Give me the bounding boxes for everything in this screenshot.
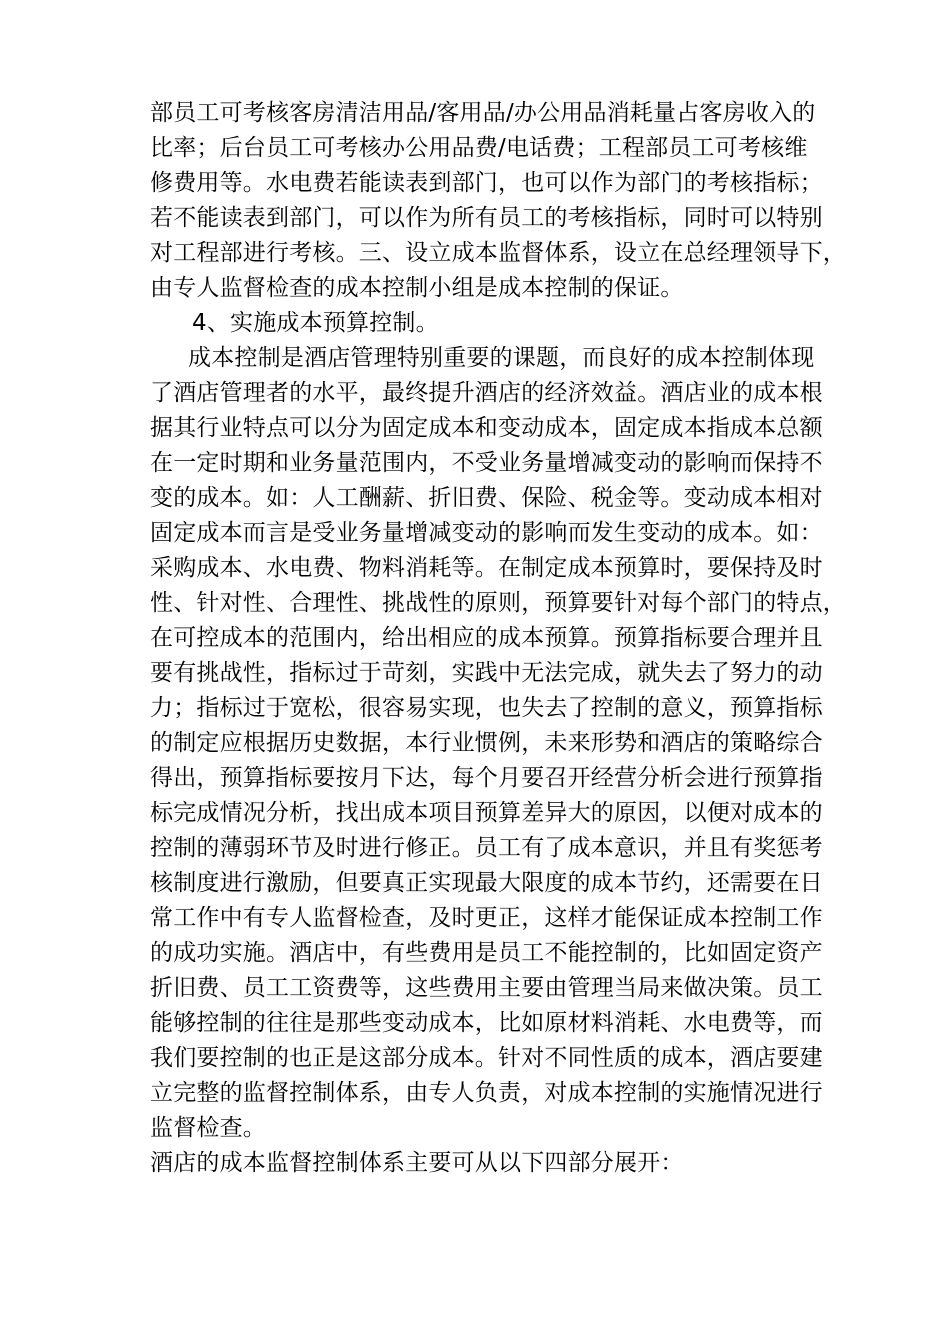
text-line: 固定成本而言是受业务量增减变动的影响而发生变动的成本。如：	[150, 520, 823, 546]
text-line: 监督检查。	[150, 1115, 266, 1141]
text-line: 比率；后台员工可考核办公用品费/电话费；工程部员工可考核维	[150, 135, 808, 161]
text-line: 要有挑战性，指标过于苛刻，实践中无法完成，就失去了努力的动	[150, 660, 823, 686]
document-body	[150, 96, 850, 1181]
text-line: 常工作中有专人监督检查，及时更正，这样才能保证成本控制工作	[150, 905, 823, 931]
text-line: 若不能读表到部门，可以作为所有员工的考核指标，同时可以特别	[150, 205, 823, 231]
text-line: 据其行业特点可以分为固定成本和变动成本，固定成本指成本总额	[150, 415, 823, 441]
text-line: 由专人监督检查的成本控制小组是成本控制的保证。	[150, 275, 684, 301]
text-line: 折旧费、员工工资费等，这些费用主要由管理当局来做决策。员工	[150, 975, 823, 1001]
paragraph-first-line: 成本控制是酒店管理特别重要的课题，而良好的成本控制体现	[188, 345, 815, 371]
text-line: 我们要控制的也正是这部分成本。针对不同性质的成本，酒店要建	[150, 1045, 823, 1071]
section-heading: 4、实施成本预算控制。	[192, 310, 439, 336]
text-line: 能够控制的往往是那些变动成本，比如原材料消耗、水电费等，而	[150, 1010, 823, 1036]
text-line: 得出，预算指标要按月下达，每个月要召开经营分析会进行预算指	[150, 765, 823, 791]
text-line: 性、针对性、合理性、挑战性的原则，预算要针对每个部门的特点，	[150, 590, 846, 616]
text-line: 标完成情况分析，找出成本项目预算差异大的原因，以便对成本的	[150, 800, 823, 826]
text-line: 采购成本、水电费、物料消耗等。在制定成本预算时，要保持及时	[150, 555, 823, 581]
text-line: 在一定时期和业务量范围内，不受业务量增减变动的影响而保持不	[150, 450, 823, 476]
text-line: 在可控成本的范围内，给出相应的成本预算。预算指标要合理并且	[150, 625, 823, 651]
text-line: 的成功实施。酒店中，有些费用是员工不能控制的，比如固定资产	[150, 940, 823, 966]
text-line: 的制定应根据历史数据，本行业惯例，未来形势和酒店的策略综合	[150, 730, 823, 756]
text-line: 部员工可考核客房清洁用品/客用品/办公用品消耗量占客房收入的	[150, 100, 816, 126]
text-line: 对工程部进行考核。三、设立成本监督体系，设立在总经理领导下，	[150, 240, 846, 266]
text-line: 酒店的成本监督控制体系主要可从以下四部分展开：	[150, 1150, 684, 1176]
text-line: 立完整的监督控制体系，由专人负责，对成本控制的实施情况进行	[150, 1080, 823, 1106]
text-line: 修费用等。水电费若能读表到部门，也可以作为部门的考核指标；	[150, 170, 823, 196]
text-line: 核制度进行激励，但要真正实现最大限度的成本节约，还需要在日	[150, 870, 823, 896]
text-line: 了酒店管理者的水平，最终提升酒店的经济效益。酒店业的成本根	[150, 380, 823, 406]
text-line: 控制的薄弱环节及时进行修正。员工有了成本意识，并且有奖惩考	[150, 835, 823, 861]
text-line: 变的成本。如：人工酬薪、折旧费、保险、税金等。变动成本相对	[150, 485, 823, 511]
text-line: 力；指标过于宽松，很容易实现，也失去了控制的意义，预算指标	[150, 695, 823, 721]
